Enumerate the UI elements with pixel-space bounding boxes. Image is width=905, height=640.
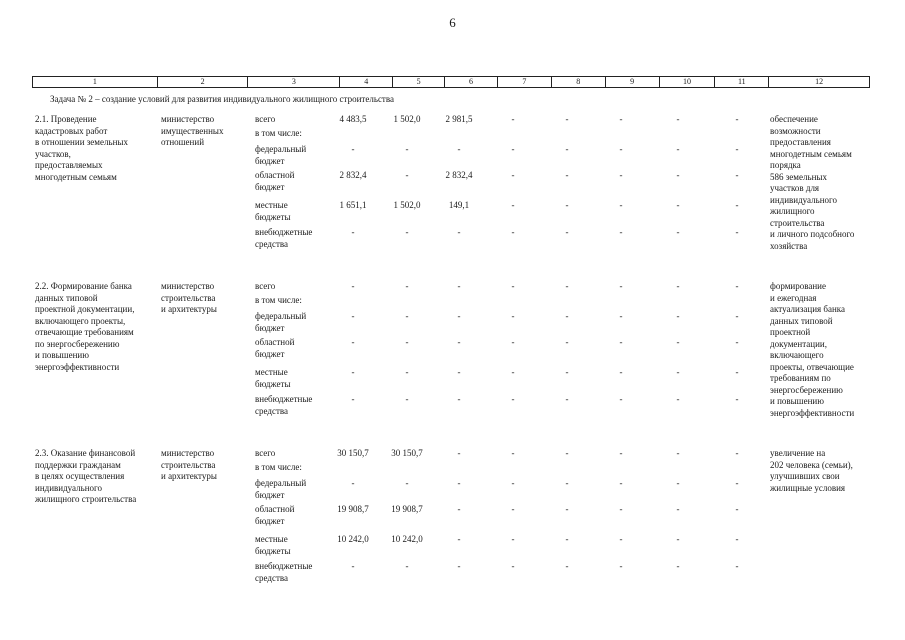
funding-source xyxy=(255,448,275,460)
funding-source-line: всего xyxy=(255,448,276,458)
funding-source xyxy=(255,504,294,527)
measure-executor-line: имущественных xyxy=(161,125,224,136)
measure-result-line: проекты, отвечающие xyxy=(770,361,854,372)
funding-source xyxy=(255,394,312,417)
value-cell: 4 483,5 xyxy=(339,114,367,124)
value-cell: - xyxy=(735,367,739,377)
table-header-row xyxy=(32,76,870,88)
header-col-12: 12 xyxy=(815,77,824,86)
measure-result-line: энергоэффективности xyxy=(770,407,855,418)
measure-result-line: обеспечение xyxy=(770,114,818,124)
funding-source-line: средства xyxy=(255,572,289,583)
value-cell: - xyxy=(619,281,623,291)
value-cell: - xyxy=(405,170,409,180)
measure-result-line: и повышению xyxy=(770,396,824,406)
value-cell: - xyxy=(457,448,461,458)
value-cell: - xyxy=(511,200,515,210)
value-cell: 2 832,4 xyxy=(445,170,473,180)
value-cell: - xyxy=(735,227,739,237)
value-cell: 30 150,7 xyxy=(337,448,369,458)
funding-source-line: всего xyxy=(255,114,276,124)
funding-source-line: бюджеты xyxy=(255,378,291,389)
value-cell: - xyxy=(565,337,569,347)
funding-source-line: бюджет xyxy=(255,489,285,500)
measure-result-line: увеличение на xyxy=(770,448,826,458)
funding-source-line: бюджеты xyxy=(255,211,291,222)
value-cell: - xyxy=(619,114,623,124)
value-cell: - xyxy=(511,311,515,321)
measure-result-line: возможности xyxy=(770,125,821,136)
value-cell: - xyxy=(405,337,409,347)
value-cell: - xyxy=(511,534,515,544)
value-cell: - xyxy=(676,144,680,154)
header-col-4: 4 xyxy=(340,77,393,87)
measure-name-line: предоставляемых xyxy=(35,160,103,170)
value-cell: - xyxy=(457,504,461,514)
value-cell: - xyxy=(735,561,739,571)
value-cell: - xyxy=(457,144,461,154)
measure-result-line: включающего xyxy=(770,350,824,360)
funding-source-line: в том числе: xyxy=(255,295,302,305)
value-cell: - xyxy=(619,448,623,458)
header-col-9: 9 xyxy=(606,77,660,87)
value-cell: - xyxy=(676,337,680,347)
funding-source xyxy=(255,114,275,126)
funding-source-line: бюджеты xyxy=(255,545,291,556)
value-cell: - xyxy=(735,144,739,154)
value-cell: - xyxy=(405,367,409,377)
measure-name-line: в отношении земельных xyxy=(35,137,128,147)
value-cell: - xyxy=(676,448,680,458)
value-cell: - xyxy=(735,114,739,124)
value-cell: - xyxy=(405,561,409,571)
funding-source xyxy=(255,295,302,307)
value-cell: - xyxy=(511,227,515,237)
value-cell: - xyxy=(619,394,623,404)
value-cell: - xyxy=(457,394,461,404)
value-cell: - xyxy=(351,478,355,488)
value-cell: - xyxy=(405,311,409,321)
funding-source-line: областной xyxy=(255,170,295,180)
measure-result-line: хозяйства xyxy=(770,240,808,251)
value-cell: - xyxy=(735,200,739,210)
measure-result-line: порядка xyxy=(770,160,801,170)
value-cell: - xyxy=(619,337,623,347)
funding-source xyxy=(255,462,302,474)
value-cell: - xyxy=(457,311,461,321)
value-cell: - xyxy=(619,561,623,571)
value-cell: - xyxy=(457,534,461,544)
measure-result-line: жилищные условия xyxy=(770,482,846,493)
funding-source xyxy=(255,534,291,557)
measure-name-line: данных типовой xyxy=(35,292,98,303)
value-cell: 10 242,0 xyxy=(337,534,369,544)
measure-result-line: энергосбережению xyxy=(770,384,843,395)
value-cell: 2 981,5 xyxy=(445,114,473,124)
funding-source-line: средства xyxy=(255,238,289,249)
header-col-5: 5 xyxy=(393,77,445,87)
value-cell: - xyxy=(676,534,680,544)
page-number: 6 xyxy=(449,15,456,30)
value-cell: - xyxy=(619,170,623,180)
value-cell: - xyxy=(457,227,461,237)
measure-name-line: отвечающие требованиям xyxy=(35,327,134,337)
header-col-8: 8 xyxy=(552,77,606,87)
value-cell: - xyxy=(457,478,461,488)
header-col-1: 1 xyxy=(33,77,158,87)
value-cell: 149,1 xyxy=(448,200,470,210)
measure-name-line: кадастровых работ xyxy=(35,125,108,136)
measure-result-line: и личного подсобного xyxy=(770,229,855,239)
funding-source-line: местные xyxy=(255,534,288,544)
measure-name-line: энергоэффективности xyxy=(35,361,120,372)
measure-result-line: актуализация банка xyxy=(770,304,846,314)
value-cell: - xyxy=(619,534,623,544)
value-cell: - xyxy=(619,227,623,237)
measure-name-line: 2.3. Оказание финансовой xyxy=(35,448,136,458)
value-cell: 2 832,4 xyxy=(339,170,367,180)
measure-executor-line: строительства xyxy=(161,459,216,470)
value-cell: - xyxy=(457,561,461,571)
value-cell: - xyxy=(351,311,355,321)
measure-executor-line: и архитектуры xyxy=(161,471,217,481)
value-cell: - xyxy=(619,504,623,514)
funding-source-line: областной xyxy=(255,504,295,514)
value-cell: - xyxy=(735,394,739,404)
value-cell: - xyxy=(565,170,569,180)
measure-name-line: индивидуального xyxy=(35,482,103,493)
value-cell: - xyxy=(676,504,680,514)
value-cell: - xyxy=(676,170,680,180)
value-cell: - xyxy=(619,367,623,377)
funding-source xyxy=(255,281,275,293)
value-cell: - xyxy=(457,281,461,291)
value-cell: - xyxy=(619,144,623,154)
header-col-6: 6 xyxy=(445,77,498,87)
value-cell: - xyxy=(351,281,355,291)
funding-source-line: бюджет xyxy=(255,181,285,192)
value-cell: 30 150,7 xyxy=(391,448,423,458)
value-cell: - xyxy=(565,311,569,321)
value-cell: - xyxy=(676,114,680,124)
value-cell: - xyxy=(405,281,409,291)
measure-result-line: многодетным семьям xyxy=(770,148,852,159)
value-cell: - xyxy=(735,170,739,180)
measure-result-line: улучшивших свои xyxy=(770,471,840,481)
measure-name-line: поддержки гражданам xyxy=(35,459,121,470)
value-cell: 1 502,0 xyxy=(393,114,421,124)
funding-source-line: бюджет xyxy=(255,515,285,526)
measure-name-line: проектной документации, xyxy=(35,304,135,314)
value-cell: - xyxy=(565,200,569,210)
value-cell: - xyxy=(405,227,409,237)
funding-source-line: в том числе: xyxy=(255,128,302,138)
value-cell: - xyxy=(351,337,355,347)
value-cell: - xyxy=(457,367,461,377)
value-cell: - xyxy=(511,478,515,488)
value-cell: - xyxy=(511,144,515,154)
value-cell: - xyxy=(511,561,515,571)
measure-executor-line: строительства xyxy=(161,292,216,303)
value-cell: - xyxy=(619,478,623,488)
value-cell: - xyxy=(511,394,515,404)
measure-name-line: включающего проекты, xyxy=(35,315,126,326)
measure-result-line: строительства xyxy=(770,217,825,228)
measure-name-line: 2.1. Проведение xyxy=(35,114,97,124)
measure-executor-line: и архитектуры xyxy=(161,304,217,314)
measure-executor-line: министерство xyxy=(161,114,215,124)
value-cell: - xyxy=(565,281,569,291)
value-cell: - xyxy=(619,311,623,321)
measure-result-line: проектной xyxy=(770,327,811,337)
header-col-7: 7 xyxy=(498,77,552,87)
funding-source-line: внебюджетные xyxy=(255,561,313,571)
measure-name-line: 2.2. Формирование банка xyxy=(35,281,132,291)
value-cell: - xyxy=(565,227,569,237)
funding-source xyxy=(255,128,302,140)
value-cell: - xyxy=(676,561,680,571)
header-col-10: 10 xyxy=(660,77,716,87)
value-cell: - xyxy=(676,311,680,321)
measure-result-line: и ежегодная xyxy=(770,292,817,303)
value-cell: - xyxy=(565,394,569,404)
value-cell: - xyxy=(565,478,569,488)
funding-source xyxy=(255,144,306,167)
value-cell: - xyxy=(565,504,569,514)
value-cell: - xyxy=(676,200,680,210)
value-cell: - xyxy=(511,114,515,124)
value-cell: - xyxy=(351,561,355,571)
value-cell: - xyxy=(405,394,409,404)
funding-source-line: бюджет xyxy=(255,348,285,359)
value-cell: 1 651,1 xyxy=(339,200,367,210)
value-cell: - xyxy=(565,114,569,124)
funding-source-line: федеральный xyxy=(255,478,307,488)
measure-result-line: жилищного xyxy=(770,206,815,216)
value-cell: 19 908,7 xyxy=(337,504,369,514)
value-cell: - xyxy=(676,478,680,488)
value-cell: - xyxy=(511,170,515,180)
value-cell: - xyxy=(676,281,680,291)
value-cell: 1 502,0 xyxy=(393,200,421,210)
measure-result-line: документации, xyxy=(770,338,827,349)
value-cell: - xyxy=(676,367,680,377)
funding-source-line: областной xyxy=(255,337,295,347)
funding-source-line: бюджет xyxy=(255,322,285,333)
value-cell: - xyxy=(735,281,739,291)
measure-result-line: данных типовой xyxy=(770,315,833,326)
value-cell: - xyxy=(565,561,569,571)
funding-source-line: внебюджетные xyxy=(255,227,313,237)
header-col-2: 2 xyxy=(158,77,249,87)
value-cell: - xyxy=(735,478,739,488)
funding-source-line: внебюджетные xyxy=(255,394,313,404)
funding-source xyxy=(255,311,306,334)
measure-executor-line: отношений xyxy=(161,137,205,147)
funding-source xyxy=(255,478,306,501)
measure-result-line: индивидуального xyxy=(770,194,838,205)
measure-name-line: в целях осуществления xyxy=(35,471,125,481)
value-cell: - xyxy=(351,144,355,154)
measure-executor-line: министерство xyxy=(161,448,215,458)
value-cell: 19 908,7 xyxy=(391,504,423,514)
measure-result-line: участков для xyxy=(770,183,820,193)
measure-executor-line: министерство xyxy=(161,281,215,291)
value-cell: - xyxy=(565,534,569,544)
task-title: Задача № 2 – создание условий для развития индивидуального жилищного строительства xyxy=(50,94,394,104)
value-cell: - xyxy=(351,394,355,404)
value-cell: - xyxy=(511,367,515,377)
value-cell: - xyxy=(565,144,569,154)
funding-source xyxy=(255,561,312,584)
funding-source xyxy=(255,200,291,223)
funding-source xyxy=(255,170,294,193)
funding-source-line: всего xyxy=(255,281,276,291)
funding-source-line: в том числе: xyxy=(255,462,302,472)
measure-name-line: жилищного строительства xyxy=(35,494,137,504)
measure-result-line: 202 человека (семьи), xyxy=(770,459,853,470)
value-cell: - xyxy=(735,534,739,544)
funding-source-line: средства xyxy=(255,405,289,416)
value-cell: - xyxy=(676,394,680,404)
measure-name-line: по энергосбережению xyxy=(35,338,120,349)
funding-source-line: местные xyxy=(255,367,288,377)
funding-source-line: местные xyxy=(255,200,288,210)
measure-result-line: 586 земельных xyxy=(770,171,827,182)
value-cell: - xyxy=(457,337,461,347)
value-cell: 10 242,0 xyxy=(391,534,423,544)
measure-name-line: участков, xyxy=(35,148,71,159)
measure-name-line: и повышению xyxy=(35,350,89,360)
funding-source xyxy=(255,337,294,360)
measure-result-line: требованиям по xyxy=(770,373,831,383)
value-cell: - xyxy=(619,200,623,210)
value-cell: - xyxy=(405,144,409,154)
value-cell: - xyxy=(351,367,355,377)
funding-source-line: федеральный xyxy=(255,311,307,321)
value-cell: - xyxy=(676,227,680,237)
value-cell: - xyxy=(565,367,569,377)
measure-name-line: многодетным семьям xyxy=(35,171,117,182)
value-cell: - xyxy=(735,337,739,347)
funding-source xyxy=(255,367,291,390)
header-col-3: 3 xyxy=(248,77,340,87)
value-cell: - xyxy=(511,337,515,347)
value-cell: - xyxy=(351,227,355,237)
value-cell: - xyxy=(511,504,515,514)
funding-source-line: бюджет xyxy=(255,155,285,166)
value-cell: - xyxy=(511,448,515,458)
header-col-11: 11 xyxy=(715,77,769,87)
value-cell: - xyxy=(735,448,739,458)
value-cell: - xyxy=(735,504,739,514)
value-cell: - xyxy=(405,478,409,488)
value-cell: - xyxy=(735,311,739,321)
measure-result-line: предоставления xyxy=(770,137,831,147)
measure-result-line: формирование xyxy=(770,281,826,291)
value-cell: - xyxy=(565,448,569,458)
funding-source-line: федеральный xyxy=(255,144,307,154)
funding-source xyxy=(255,227,312,250)
value-cell: - xyxy=(511,281,515,291)
